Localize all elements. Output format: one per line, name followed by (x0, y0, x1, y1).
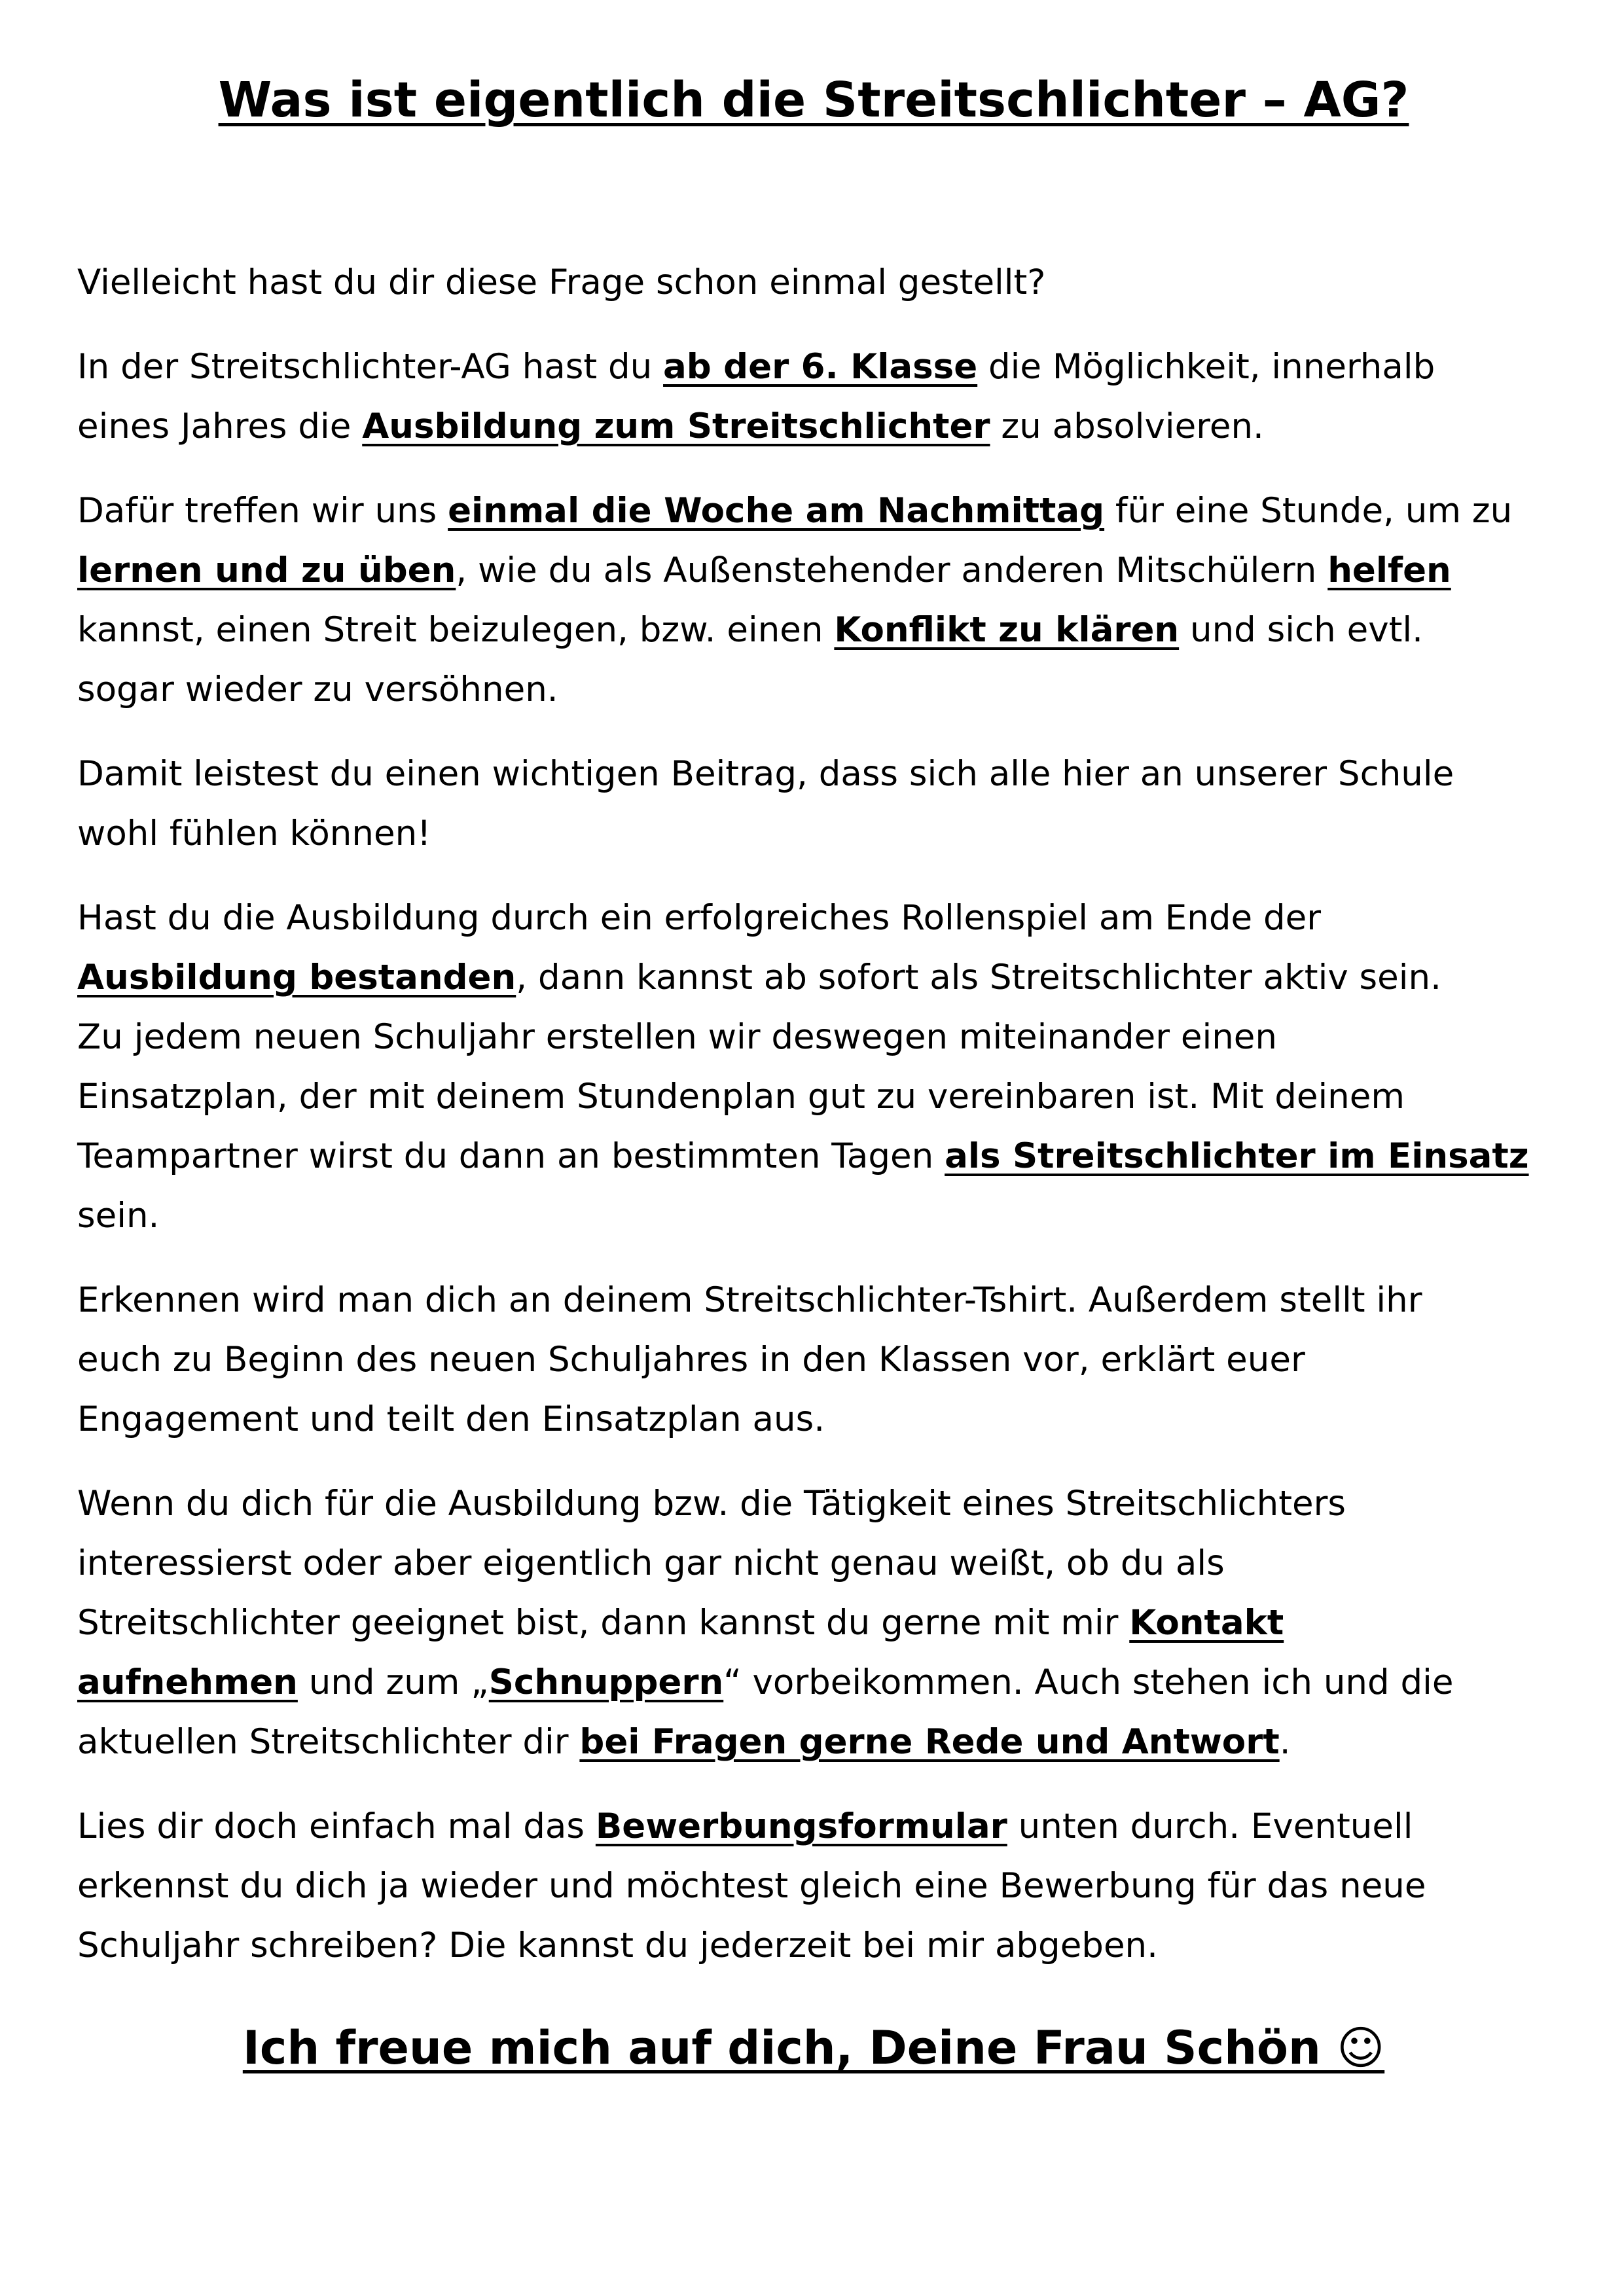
text-line (77, 1653, 1550, 1712)
highlight-trial: Schnuppern (488, 1662, 724, 1702)
page-title: Was ist eigentlich die Streitschlichter – AG? (218, 72, 1409, 128)
text-line (77, 600, 1550, 660)
text-line: Wenn du dich für die Ausbildung bzw. die Tätigkeit eines Streitschlichters (77, 1484, 1346, 1524)
paragraph-intro (77, 253, 1550, 312)
text-run: und zum „ (297, 1662, 489, 1702)
text-line: erkennst du dich ja wieder und möchtest gleich eine Bewerbung für das neue (77, 1866, 1426, 1906)
highlight-contact: Kontakt (1129, 1603, 1284, 1643)
text-line: Engagement und teilt den Einsatzplan aus. (77, 1399, 825, 1439)
paragraph-recognition (77, 1270, 1550, 1449)
text-line (77, 1797, 1550, 1856)
text-run: eines Jahres die (77, 406, 363, 446)
text-run: kannst, einen Streit beizulegen, bzw. einen (77, 610, 835, 650)
highlight-learn: lernen und zu üben (77, 550, 456, 590)
closing-signature: Ich freue mich auf dich, Deine Frau Schön ☺ (242, 2021, 1385, 2075)
highlight-passed: Ausbildung bestanden (77, 958, 516, 997)
text-line: interessierst oder aber eigentlich gar nicht genau weißt, ob du als (77, 1543, 1225, 1583)
text-line: Schuljahr schreiben? Die kannst du jederzeit bei mir abgeben. (77, 1926, 1158, 1965)
highlight-questions: bei Fragen gerne Rede und Antwort (579, 1722, 1280, 1762)
text-line (77, 1712, 1550, 1772)
text-run: , wie du als Außenstehender anderen Mitschülern (456, 550, 1328, 590)
highlight-application-form: Bewerbungsformular (595, 1806, 1007, 1846)
text-run: unten durch. Eventuell (1007, 1806, 1413, 1846)
text-run: , dann kannst ab sofort als Streitschlichter aktiv sein. (516, 958, 1441, 997)
text-line: Erkennen wird man dich an deinem Streitschlichter-Tshirt. Außerdem stellt ihr (77, 1280, 1422, 1320)
text-line: Zu jedem neuen Schuljahr erstellen wir deswegen miteinander einen (77, 1017, 1278, 1057)
text-run: und sich evtl. (1179, 610, 1423, 650)
text-run: für eine Stunde, um zu (1104, 491, 1513, 531)
highlight-grade: ab der 6. Klasse (663, 347, 978, 387)
text-line (77, 397, 1550, 456)
text-line: Damit leistest du einen wichtigen Beitrag, dass sich alle hier an unserer Schule (77, 754, 1454, 794)
text-run: Lies dir doch einfach mal das (77, 1806, 596, 1846)
paragraph-contribution (77, 744, 1550, 863)
text-line (77, 1126, 1550, 1186)
text-line: euch zu Beginn des neuen Schuljahres in den Klassen vor, erklärt euer (77, 1340, 1305, 1380)
paragraph-certification (77, 888, 1550, 1246)
text-run: die Möglichkeit, innerhalb (977, 347, 1435, 387)
text-run: Streitschlichter geeignet bist, dann kannst du gerne mit mir (77, 1603, 1130, 1643)
highlight-contact-cont: aufnehmen (77, 1662, 298, 1702)
text-line (77, 541, 1550, 600)
text-line (77, 948, 1550, 1007)
text-run: In der Streitschlichter-AG hast du (77, 347, 664, 387)
paragraph-application (77, 1797, 1550, 1975)
text-line: sein. (77, 1196, 160, 1236)
text-run: zu absolvieren. (990, 406, 1264, 446)
text-run: . (1279, 1722, 1291, 1762)
text-run: “ vorbeikommen. Auch stehen ich und die (723, 1662, 1454, 1702)
text-line (77, 1593, 1550, 1653)
highlight-deployment: als Streitschlichter im Einsatz (945, 1136, 1529, 1176)
text-line: Hast du die Ausbildung durch ein erfolgreiches Rollenspiel am Ende der (77, 898, 1322, 938)
text-line: wohl fühlen können! (77, 814, 431, 853)
highlight-training: Ausbildung zum Streitschlichter (362, 406, 990, 446)
text-run: aktuellen Streitschlichter dir (77, 1722, 580, 1762)
text-line (77, 481, 1550, 541)
highlight-help: helfen (1327, 550, 1451, 590)
text-line (77, 337, 1550, 397)
text-run: Dafür treffen wir uns (77, 491, 448, 531)
text-line: Einsatzplan, der mit deinem Stundenplan gut zu vereinbaren ist. Mit deinem (77, 1077, 1405, 1117)
document-page (77, 72, 1550, 2075)
text-line: sogar wieder zu versöhnen. (77, 670, 558, 709)
paragraph-meetings (77, 481, 1550, 719)
text-run: Teampartner wirst du dann an bestimmten Tagen (77, 1136, 945, 1176)
highlight-schedule: einmal die Woche am Nachmittag (448, 491, 1105, 531)
text-line: Vielleicht hast du dir diese Frage schon einmal gestellt? (77, 262, 1046, 302)
paragraph-ag-overview (77, 337, 1550, 456)
highlight-conflict: Konflikt zu klären (834, 610, 1180, 650)
paragraph-contact (77, 1474, 1550, 1772)
